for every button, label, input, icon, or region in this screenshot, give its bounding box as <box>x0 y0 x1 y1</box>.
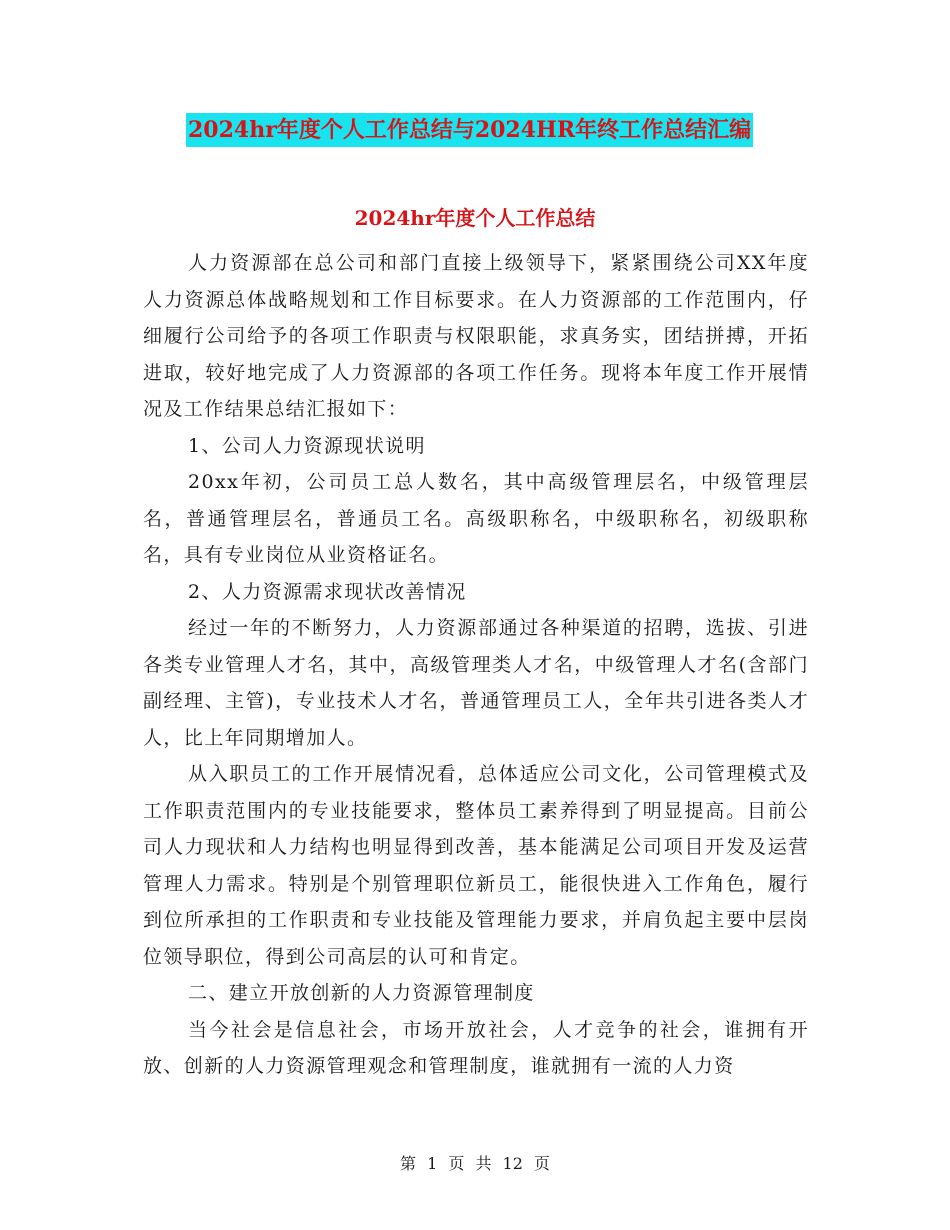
document-title: 2024hr年度个人工作总结与2024HR年终工作总结汇编 <box>186 113 753 147</box>
heading-hr-status: 1、公司人力资源现状说明 <box>188 434 426 457</box>
page-footer: 第 1 页 共 12 页 <box>400 1154 550 1173</box>
paragraph-new-employees: 从入职员工的工作开展情况看，总体适应公司文化，公司管理模式及工作职责范围内的专业技能要求，整体员工素养得到了明显提高。目前公司人力现状和人力结构也明显得到改善，基本能满足公司项目开发及运营管理人力需求。特别是个别管理职位新员工，能很快进入工作角色，履行到位所承担的工作职责和专业技能及管理能力要求，并肩负起主要中层岗位领导职位，得到公司高层的认可和肯定。 <box>143 763 809 968</box>
paragraph-intro: 人力资源部在总公司和部门直接上级领导下，紧紧围绕公司XX年度人力资源总体战略规划和工作目标要求。在人力资源部的工作范围内，仔细履行公司给予的各项工作职责与权限职能，求真务实，团结拼搏，开拓进取，较好地完成了人力资源部的各项工作任务。现将本年度工作开展情况及工作结果总结汇报如下： <box>143 252 809 420</box>
paragraph-hr-status: 20xx年初，公司员工总人数名，其中高级管理层名，中级管理层名，普通管理层名，普通员工名。高级职称名，中级职称名，初级职称名，具有专业岗位从业资格证名。 <box>143 471 809 566</box>
heading-hr-demand: 2、人力资源需求现状改善情况 <box>188 580 467 603</box>
heading-hr-system: 二、建立开放创新的人力资源管理制度 <box>188 982 535 1004</box>
document-body <box>143 245 809 1085</box>
paragraph-hr-demand: 经过一年的不断努力，人力资源部通过各种渠道的招聘，选拔、引进各类专业管理人才名，其中，高级管理类人才名，中级管理人才名(含部门副经理、主管)，专业技术人才名，普通管理员工人，全年共引进各类人才人，比上年同期增加人。 <box>143 617 809 749</box>
paragraph-hr-system: 当今社会是信息社会，市场开放社会，人才竞争的社会，谁拥有开放、创新的人力资源管理观念和管理制度，谁就拥有一流的人力资 <box>143 1018 809 1077</box>
section-title: 2024hr年度个人工作总结 <box>354 206 596 230</box>
